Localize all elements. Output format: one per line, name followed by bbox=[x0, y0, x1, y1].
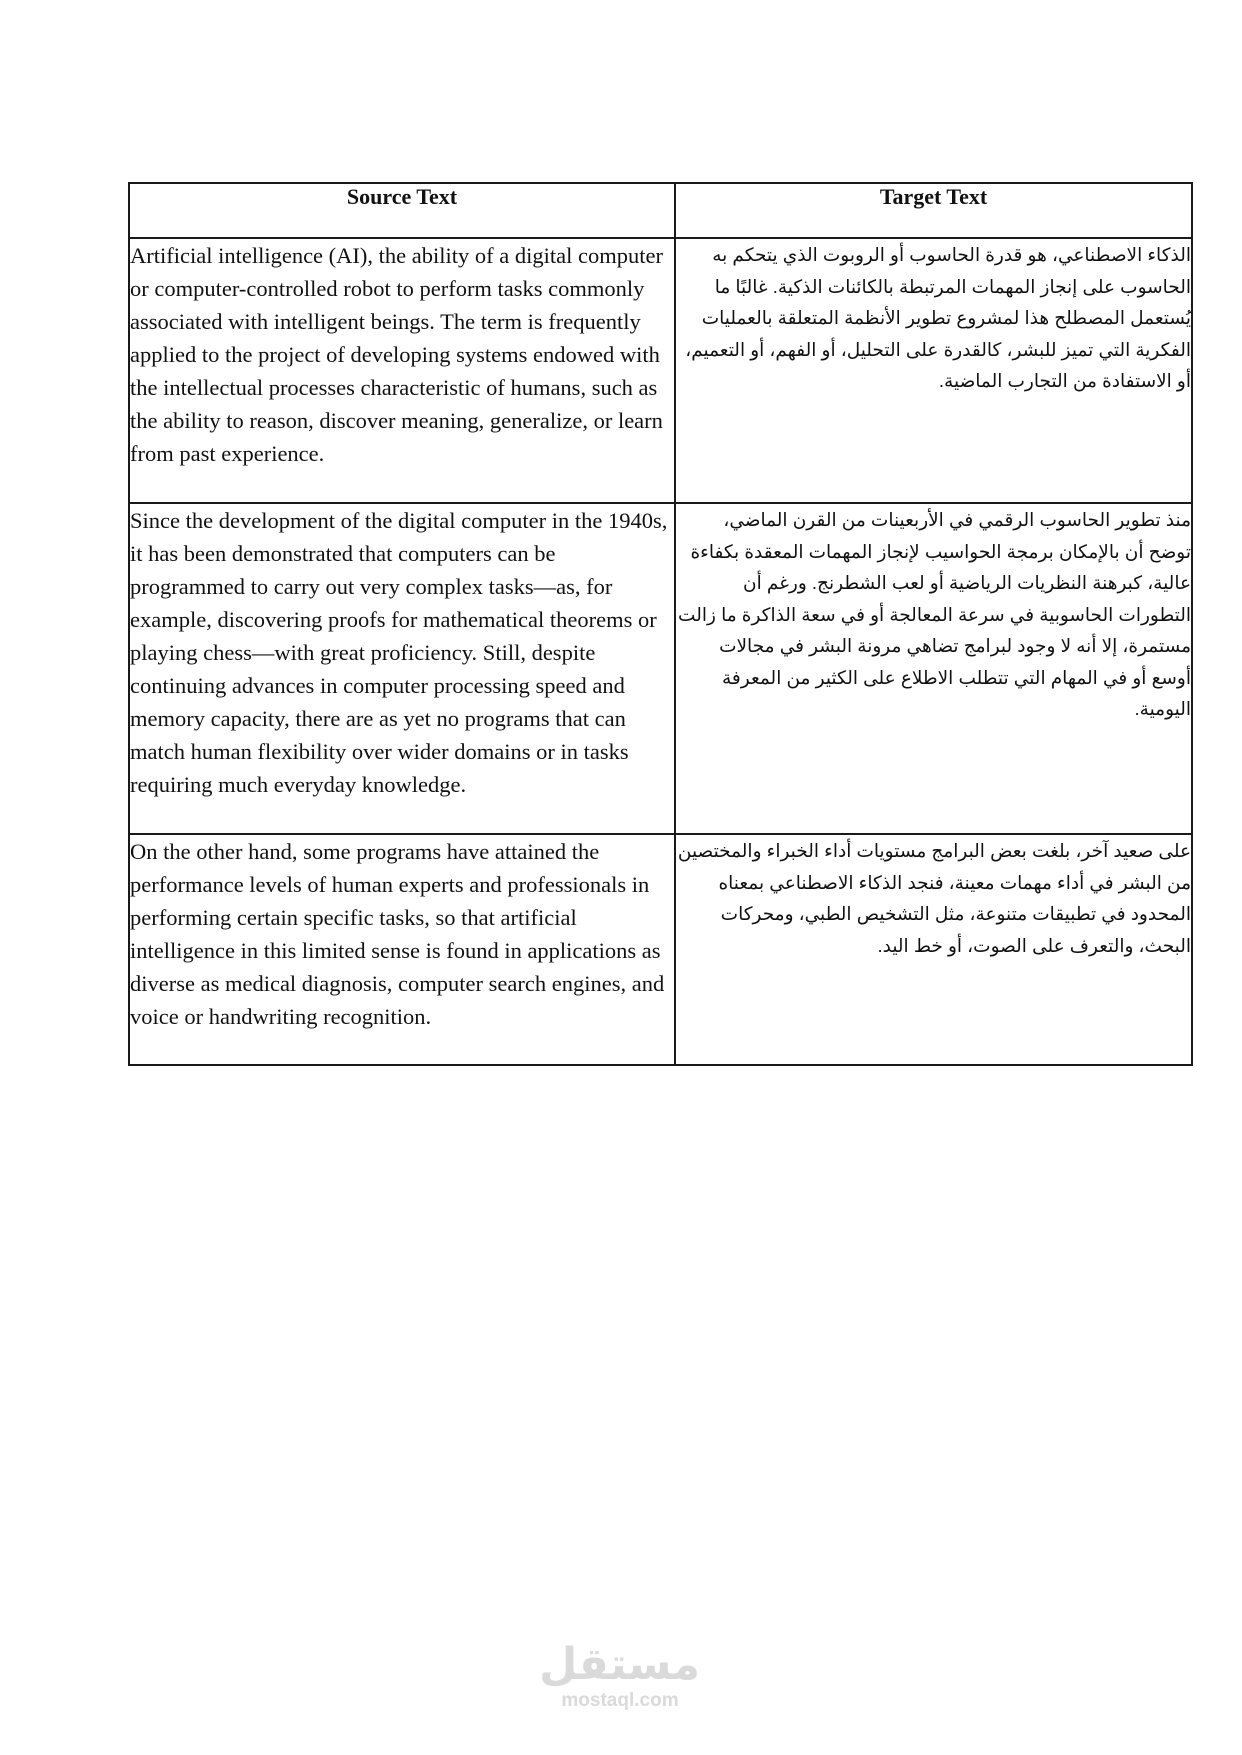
target-text-cell: منذ تطوير الحاسوب الرقمي في الأربعينات من القرن الماضي، توضح أن بالإمكان برمجة الحواسيب لإنجاز المهمات المعقدة بكفاءة عالية، كبرهنة النظريات الرياضية أو لعب الشطرنج. ورغم أن التطورات الحاسوبية في سرعة المعالجة أو في سعة الذاكرة ما زالت مستمرة، إلا أنه لا وجود لبرامج تضاهي مرونة البشر في مجالات أوسع أو في المهام التي تتطلب الاطلاع على الكثير من المعرفة اليومية. bbox=[675, 503, 1192, 834]
target-text-cell: الذكاء الاصطناعي، هو قدرة الحاسوب أو الروبوت الذي يتحكم به الحاسوب على إنجاز المهمات المرتبطة بالكائنات الذكية. غالبًا ما يُستعمل المصطلح هذا لمشروع تطوير الأنظمة المتعلقة بالعمليات الفكرية التي تميز للبشر، كالقدرة على التحليل، أو الفهم، أو التعميم، أو الاستفادة من التجارب الماضية. bbox=[675, 238, 1192, 503]
mostaql-logo-icon: مستقل bbox=[539, 1639, 700, 1690]
source-text-header: Source Text bbox=[129, 183, 675, 238]
table-row bbox=[129, 834, 1192, 1065]
source-text-cell: Since the development of the digital computer in the 1940s, it has been demonstrated that computers can be programmed to carry out very complex tasks—as, for example, discovering proofs for mathematical theorems or playing chess—with great proficiency. Still, despite continuing advances in computer processing speed and memory capacity, there are as yet no programs that can match human flexibility over wider domains or in tasks requiring much everyday knowledge. bbox=[129, 503, 675, 834]
mostaql-watermark bbox=[540, 1640, 700, 1712]
table-row bbox=[129, 503, 1192, 834]
source-text-cell: On the other hand, some programs have attained the performance levels of human experts and professionals in performing certain specific tasks, so that artificial intelligence in this limited sense is found in applications as diverse as medical diagnosis, computer search engines, and voice or handwriting recognition. bbox=[129, 834, 675, 1065]
target-text-cell: على صعيد آخر، بلغت بعض البرامج مستويات أداء الخبراء والمختصين من البشر في أداء مهمات معينة، فنجد الذكاء الاصطناعي بمعناه المحدود في تطبيقات متنوعة، مثل التشخيص الطبي، ومحركات البحث، والتعرف على الصوت، أو خط اليد. bbox=[675, 834, 1192, 1065]
table-row bbox=[129, 238, 1192, 503]
translation-table bbox=[128, 182, 1193, 1066]
target-text-header: Target Text bbox=[675, 183, 1192, 238]
table-header-row bbox=[129, 183, 1192, 238]
watermark-url: mostaql.com bbox=[561, 1690, 679, 1711]
source-text-cell: Artificial intelligence (AI), the ability of a digital computer or computer-controlled robot to perform tasks commonly associated with intelligent beings. The term is frequently applied to the project of developing systems endowed with the intellectual processes characteristic of humans, such as the ability to reason, discover meaning, generalize, or learn from past experience. bbox=[129, 238, 675, 503]
